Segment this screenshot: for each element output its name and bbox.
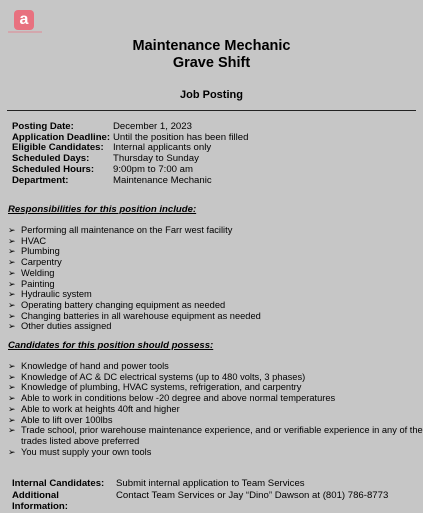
bullet-arrow-icon: ➢ [8, 257, 16, 268]
bullet-arrow-icon: ➢ [8, 321, 16, 332]
list-item-text: Operating battery changing equipment as needed [21, 299, 226, 310]
bullet-arrow-icon: ➢ [8, 310, 16, 321]
posting-details [12, 122, 248, 186]
bullet-arrow-icon: ➢ [8, 225, 16, 235]
contact-footer [12, 478, 388, 513]
list-item-text: Trade school, prior warehouse maintenance experience, and or verifiable experience in any of the trades listed above preferred [21, 425, 423, 446]
list-item-text: Able to work at heights 40ft and higher [21, 403, 180, 414]
candidates-list [8, 361, 423, 457]
candidates-heading: Candidates for this position should possess: [8, 340, 214, 351]
list-item-text: Hydraulic system [21, 289, 92, 300]
list-item-text: Other duties assigned [21, 321, 112, 332]
list-item [8, 425, 423, 446]
header-divider [7, 110, 416, 111]
bullet-arrow-icon: ➢ [8, 299, 16, 310]
list-item [8, 279, 261, 290]
list-item [8, 257, 261, 268]
posting-subtitle: Job Posting [180, 89, 243, 101]
footer-row [12, 478, 388, 490]
list-item-text: Changing batteries in all warehouse equipment as needed [21, 310, 261, 321]
list-item-text: Plumbing [21, 246, 60, 257]
bullet-arrow-icon: ➢ [8, 289, 16, 300]
list-item-text: Knowledge of plumbing, HVAC systems, refrigeration, and carpentry [21, 382, 302, 393]
job-title: Maintenance Mechanic [132, 38, 291, 54]
footer-label: Internal Candidates: [12, 478, 105, 489]
detail-value: Maintenance Mechanic [113, 174, 212, 186]
list-item [8, 393, 423, 404]
bullet-arrow-icon: ➢ [8, 382, 16, 393]
list-item [8, 382, 423, 393]
list-item [8, 225, 261, 236]
list-item-text: Carpentry [21, 257, 62, 268]
list-item [8, 311, 261, 322]
list-item-text: Performing all maintenance on the Farr west facility [21, 225, 233, 235]
bullet-arrow-icon: ➢ [8, 246, 16, 257]
bullet-arrow-icon: ➢ [8, 414, 16, 425]
footer-value: Contact Team Services or Jay “Dino” Dawson at (801) 786-8773 [116, 489, 389, 501]
list-item-text: HVAC [21, 235, 47, 246]
detail-value: Internal applicants only [113, 142, 212, 154]
responsibilities-list [8, 225, 261, 332]
detail-label: Application Deadline: [12, 131, 111, 143]
bullet-arrow-icon: ➢ [8, 371, 16, 382]
list-item-text: You must supply your own tools [21, 446, 152, 457]
bullet-arrow-icon: ➢ [8, 425, 16, 436]
list-item-text: Welding [21, 267, 55, 278]
detail-value: Thursday to Sunday [113, 153, 199, 165]
bullet-arrow-icon: ➢ [8, 267, 16, 278]
list-item [8, 415, 423, 426]
bullet-arrow-icon: ➢ [8, 235, 16, 246]
list-item-text: Painting [21, 278, 55, 289]
list-item [8, 246, 261, 257]
bullet-arrow-icon: ➢ [8, 403, 16, 414]
list-item [8, 268, 261, 279]
list-item [8, 321, 261, 332]
list-item [8, 300, 261, 311]
detail-value: Until the position has been filled [113, 131, 249, 143]
footer-row [12, 490, 388, 513]
list-item [8, 372, 423, 383]
list-item [8, 236, 261, 247]
list-item [8, 361, 423, 372]
list-item-text: Knowledge of AC & DC electrical systems (up to 480 volts, 3 phases) [21, 371, 306, 382]
detail-row [12, 165, 248, 176]
list-item-text: Able to work in conditions below -20 degree and above normal temperatures [21, 393, 336, 404]
bullet-arrow-icon: ➢ [8, 446, 16, 457]
bullet-arrow-icon: ➢ [8, 278, 16, 289]
bullet-arrow-icon: ➢ [8, 393, 16, 404]
list-item-text: Knowledge of hand and power tools [21, 361, 169, 371]
app-logo-icon: a [14, 10, 34, 30]
shift-title: Grave Shift [172, 55, 251, 71]
bullet-arrow-icon: ➢ [8, 361, 16, 371]
logo-underline [8, 31, 42, 33]
responsibilities-heading: Responsibilities for this position include: [8, 204, 197, 215]
detail-row [12, 176, 248, 187]
footer-label: Additional Information: [12, 489, 68, 513]
list-item-text: Able to lift over 100lbs [21, 414, 113, 425]
list-item [8, 447, 423, 458]
footer-value: Submit internal application to Team Services [116, 478, 305, 489]
detail-label: Scheduled Hours: [12, 163, 95, 175]
detail-label: Posting Date: [12, 121, 74, 132]
detail-label: Scheduled Days: [12, 153, 90, 165]
detail-value: 9:00pm to 7:00 am [113, 163, 193, 175]
detail-value: December 1, 2023 [113, 121, 192, 132]
detail-label: Eligible Candidates: [12, 142, 104, 154]
list-item [8, 289, 261, 300]
detail-label: Department: [12, 174, 69, 186]
list-item [8, 404, 423, 415]
